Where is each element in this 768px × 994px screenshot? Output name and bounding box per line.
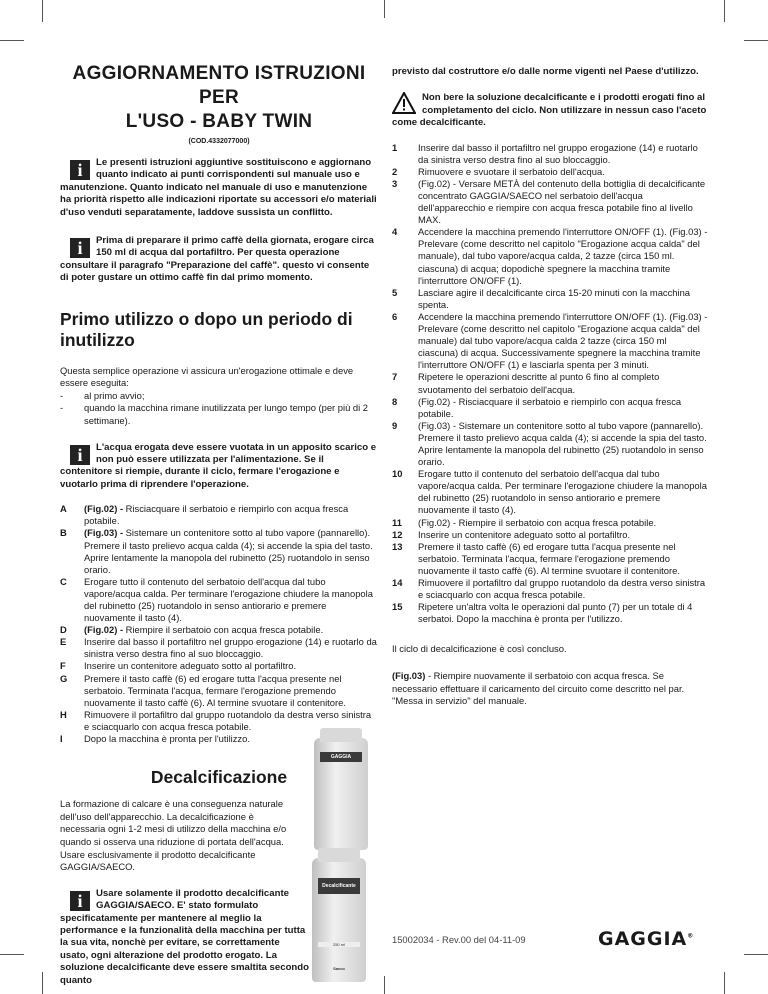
warning-icon: [392, 92, 416, 114]
warning-text: Non bere la soluzione decalcificante e i prodotti erogati fino al completamento del ciclo. Non utilizzare in nessun caso l'aceto come decalcificante.: [392, 92, 707, 129]
info-icon: i: [70, 238, 90, 258]
step-key: B: [60, 527, 67, 539]
step-key: C: [60, 575, 67, 587]
info-note-4: [60, 888, 310, 987]
step-item: [392, 311, 708, 371]
step-text: Rimuovere il portafiltro dal gruppo ruotandolo da destra verso sinistra e sciacquarlo con acqua fresca potabile.: [84, 708, 372, 732]
cycle-concluded-text: Il ciclo di decalcificazione è così concluso.: [392, 643, 567, 655]
step-item: [392, 287, 708, 311]
list-item: [60, 390, 378, 403]
step-text: Riempire il serbatoio con acqua fresca potabile.: [123, 624, 324, 636]
info-note-1-text: Le presenti istruzioni aggiuntive sostituiscono e aggiornano quanto indicato ai punti corrispondenti sul manuale uso e manutenzione. Quanto indicato nel manuale di uso e manutenzione ha priorità rispetto alle indicazioni riportate su accessori e/o materiali d'uso venduti separatamente, laddove sussista un conflitto.: [60, 157, 377, 218]
warning-note: [392, 92, 708, 129]
page-title: [60, 62, 378, 134]
step-key: I: [60, 733, 63, 745]
step-number: 6: [392, 310, 398, 322]
step-text: (Fig.02) - Versare METÀ del contenuto della bottiglia di decalcificante concentrato GAGGIA/SAECO nel serbatoio dell'acqua dell'apparecchio e riempire con acqua fresca potabile fino al livello MAX.: [418, 177, 706, 226]
fig03-text: - Riempire nuovamente il serbatoio con acqua fresca. Se necessario effettuare il caricamento del circuito come descritto nel par. "Messa in servizio" del manuale.: [392, 669, 685, 707]
step-text: Risciacquare il serbatoio e riempirlo con acqua fresca potabile.: [84, 503, 349, 527]
step-item: [392, 541, 708, 577]
gaggia-logo: [598, 928, 694, 950]
step-text: (Fig.03) - Sistemare un contenitore sotto al tubo vapore (pannarello). Premere il tasto prelievo acqua calda (4); si accende la spia del tasto. Aprire lentamente la manopola del rubinetto (25) ruotandolo in senso orario.: [418, 419, 707, 468]
step-text: Erogare tutto il contenuto del serbatoio dell'acqua dal tubo vapore/acqua calda. Per terminare l'erogazione chiudere la manopola del rubinetto (25) ruotandolo in senso antiorario e premere nuovamente il tasto (4).: [84, 575, 373, 624]
step-number: 7: [392, 371, 398, 383]
section-intro: Questa semplice operazione vi assicura un'erogazione ottimale e deve essere eseguita:: [60, 364, 354, 389]
step-key: D: [60, 624, 67, 636]
bottle-cap: [320, 728, 362, 742]
list-item: [60, 402, 378, 427]
step-item: [392, 142, 708, 166]
step-text: (Fig.02) - Riempire il serbatoio con acqua fresca potabile.: [418, 516, 657, 528]
bottle-label: GAGGIA: [320, 752, 362, 762]
step-text: Accendere la macchina premendo l'interruttore ON/OFF (1). (Fig.03) - Prelevare (come descritto nel capitolo "Erogazione acqua calda" del manuale) dal tubo vapore/acqua calda 2 tazze (circa 150 ml ciascuna) di acqua. Successivamente spegnere la macchina tramite l'interruttore ON/OFF (1) e lasciarla spenta per 3 minuti.: [418, 310, 708, 371]
crop-mark: [0, 954, 24, 955]
step-text: Sistemare un contenitore sotto al tubo vapore (pannarello). Premere il tasto prelievo acqua calda (4); si accende la spia del tasto. Aprire lentamente la manopola del rubinetto (25) ruotandolo in senso orario.: [84, 527, 373, 575]
step-item: [392, 166, 708, 178]
info-icon: i: [70, 445, 90, 465]
step-number: 5: [392, 286, 398, 298]
step-text: Rimuovere e svuotare il serbatoio dell'acqua.: [418, 165, 605, 177]
bottle-cap: [318, 848, 360, 862]
info-icon: i: [70, 160, 90, 180]
step-text: Inserire dal basso il portafiltro nel gruppo erogazione (14) e ruotarlo da sinistra verso destra fino al suo bloccaggio.: [418, 141, 698, 165]
step-item: [392, 468, 708, 516]
list-item-text: quando la macchina rimane inutilizzata per lungo tempo (per più di 2 settimane).: [84, 402, 369, 427]
crop-mark: [42, 972, 43, 994]
step-number: 9: [392, 419, 398, 431]
title-line-1: AGGIORNAMENTO ISTRUZIONI PER: [72, 63, 366, 108]
step-item: [392, 396, 708, 420]
step-item: [392, 420, 708, 468]
document-code: 15002034 - Rev.00 del 04-11-09: [392, 934, 526, 945]
list-bullet: -: [60, 389, 64, 401]
step-item: [392, 577, 708, 601]
step-text: Premere il tasto caffè (6) ed erogare tutta l'acqua presente nel serbatoio. Terminata l'acqua, fermare l'erogazione premendo nuovamente il tasto caffè (6). Al termine svuotare il contenitore.: [418, 540, 680, 576]
right-column: [392, 62, 708, 708]
info-note-1: [60, 157, 378, 219]
step-fig: (Fig.03) -: [84, 527, 124, 539]
section-heading-first-use: Primo utilizzo o dopo un periodo di inutilizzo: [60, 308, 353, 350]
step-item: [392, 517, 708, 529]
step-item: [60, 527, 378, 575]
list-item-text: al primo avvio;: [84, 389, 145, 401]
info-note-3-text: L'acqua erogata deve essere vuotata in un apposito scarico e non può essere utilizzata per l'alimentazione. Se il contenitore si riempie, durante il ciclo, fermare l'erogazione e vuotarlo prima di riprendere l'operazione.: [60, 441, 377, 490]
crop-mark: [724, 0, 725, 22]
step-number: 11: [392, 516, 402, 528]
step-text: Dopo la macchina è pronta per l'utilizzo.: [84, 733, 250, 745]
step-key: A: [60, 503, 67, 515]
decalc-intro: La formazione di calcare è una conseguenza naturale dell'uso dell'apparecchio. La decalcificazione è necessaria ogni 1-2 mesi di utilizzo della macchina e/o quando si osserva una riduzione di portata dell'acqua. Usare esclusivamente il prodotto decalcificante GAGGIA/SAECO.: [60, 798, 287, 873]
title-line-2: L'USO - BABY TWIN: [125, 111, 313, 132]
step-text: Premere il tasto caffè (6) ed erogare tutta l'acqua presente nel serbatoio. Terminata l'acqua, fermare l'erogazione premendo nuovamente il tasto caffè (6). Al termine svuotare il contenitore.: [84, 672, 346, 708]
step-text: Ripetere le operazioni descritte al punto 6 fino al completo svuotamento del serbatoio dell'acqua.: [418, 371, 660, 395]
step-item: [60, 576, 378, 624]
step-item: [392, 226, 708, 286]
crop-mark: [42, 0, 43, 22]
step-item: [60, 624, 378, 636]
step-key: E: [60, 636, 67, 648]
step-item: [60, 660, 378, 672]
step-text: Inserire un contenitore adeguato sotto al portafiltro.: [418, 528, 631, 540]
step-text: Lasciare agire il decalcificante circa 15-20 minuti con la macchina spenta.: [418, 286, 691, 310]
step-text: Accendere la macchina premendo l'interruttore ON/OFF (1). (Fig.03) - Prelevare (come descritto nel capitolo "Erogazione acqua calda" del manuale), dal tubo vapore/acqua calda, 2 tazze (circa 150 ml. ciascuna) di acqua; dopodichè spegnere la macchina tramite l'interruttore ON/OFF (1).: [418, 226, 708, 286]
step-key: F: [60, 660, 66, 672]
first-use-steps: [60, 503, 378, 745]
step-item: [392, 529, 708, 541]
step-text: Ripetere un'altra volta le operazioni dal punto (7) per un totale di 4 serbatoi. Dopo la macchina è pronta per l'utilizzo.: [418, 601, 693, 625]
decalcifier-bottle-image: [312, 858, 366, 982]
step-number: 13: [392, 540, 403, 552]
step-number: 15: [392, 601, 403, 613]
step-number: 8: [392, 395, 398, 407]
step-fig: (Fig.02) -: [84, 624, 124, 636]
bottle-brand: Saeco: [333, 966, 345, 971]
step-key: G: [60, 672, 68, 684]
step-text: Inserire dal basso il portafiltro nel gruppo erogazione (14) e ruotarlo da sinistra verso destra fino al suo bloccaggio.: [84, 636, 377, 660]
crop-mark: [0, 40, 24, 41]
step-number: 12: [392, 528, 403, 540]
step-number: 3: [392, 177, 398, 189]
section-heading-decalcification: Decalcificazione: [150, 767, 288, 788]
step-text: Erogare tutto il contenuto del serbatoio dell'acqua dal tubo vapore/acqua calda. Per terminare l'erogazione chiudere la manopola del rubinetto (25) ruotandolo in senso antiorario e premere nuovamente il tasto (4).: [418, 468, 707, 516]
step-key: H: [60, 708, 67, 720]
crop-mark: [384, 0, 385, 18]
crop-mark: [724, 972, 725, 994]
bottle-label: Decalcificante: [318, 878, 360, 894]
logo-mark: ®: [687, 932, 695, 940]
info-note-2: [60, 235, 378, 285]
info-note-3: [60, 442, 378, 492]
crop-mark: [744, 954, 768, 955]
decalcifier-bottle-image: [314, 738, 368, 850]
crop-mark: [384, 976, 385, 994]
step-number: 2: [392, 165, 398, 177]
step-number: 10: [392, 468, 403, 480]
crop-mark: [744, 40, 768, 41]
step-item: [392, 371, 708, 395]
bottle-size: 250 ml: [318, 942, 360, 947]
condition-list: [60, 390, 378, 428]
step-text: Rimuovere il portafiltro dal gruppo ruotandolo da destra verso sinistra e sciacquarlo con acqua fresca potabile.: [418, 577, 706, 601]
step-item: [392, 178, 708, 226]
decalc-steps: [392, 142, 708, 626]
logo-text: GAGGIA: [598, 928, 688, 950]
fig03-paragraph: [392, 670, 708, 708]
step-text: Inserire un contenitore adeguato sotto al portafiltro.: [84, 660, 297, 672]
step-number: 1: [392, 141, 398, 153]
step-text: (Fig.02) - Risciacquare il serbatoio e riempirlo con acqua fresca potabile.: [418, 395, 682, 419]
continuation-text: previsto dal costruttore e/o dalle norme vigenti nel Paese d'utilizzo.: [392, 66, 699, 77]
step-number: 14: [392, 577, 403, 588]
step-item: [392, 601, 708, 625]
step-number: 4: [392, 226, 398, 238]
step-item: [60, 503, 378, 527]
product-code: (COD.4332077000): [188, 138, 250, 145]
step-fig: (Fig.02) -: [84, 503, 124, 515]
info-icon: i: [70, 891, 90, 911]
step-item: [60, 673, 378, 709]
list-bullet: -: [60, 402, 64, 414]
step-item: [60, 636, 378, 660]
info-note-4-text: Usare solamente il prodotto decalcificante GAGGIA/SAECO. E' stato formulato specificatamente per mantenere al meglio la performance e la funzionalità della macchina per tutta la sua vita, nonchè per evitare, se correttamente usato, ogni alterazione del prodotto erogato. La soluzione decalcificante deve essere smaltita secondo quanto: [60, 887, 310, 986]
info-note-2-text: Prima di preparare il primo caffè della giornata, erogare circa 150 ml di acqua dal portafiltro. Per questa operazione consultare il paragrafo "Preparazione del caffè". questo vi consente di poter gustare un ottimo caffè fin dal primo momento.: [60, 235, 374, 284]
fig03-label: (Fig.03): [392, 669, 426, 681]
